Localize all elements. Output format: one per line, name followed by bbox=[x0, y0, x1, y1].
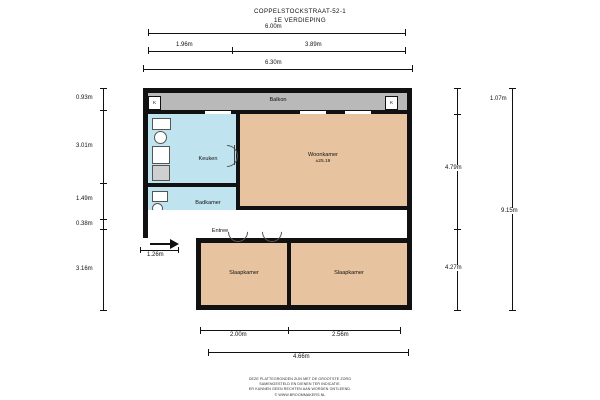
dim-tick bbox=[232, 47, 233, 54]
dim-tick bbox=[412, 65, 413, 72]
dim-label-right-4-79: 4.79m bbox=[445, 165, 462, 171]
fixture-bathtub bbox=[152, 191, 168, 202]
room-label-entree: Entree bbox=[211, 228, 229, 234]
dim-label-top-3-89: 3.89m bbox=[305, 42, 322, 48]
dim-tick bbox=[148, 29, 149, 36]
dim-tick bbox=[405, 47, 406, 54]
room-label-slaapkamer-right: Slaapkamer bbox=[334, 270, 364, 276]
door-swing-keuken bbox=[216, 145, 236, 165]
footer-line-3: ER KUNNEN GEEN RECHTEN AAN WORDEN ONTLEEND. bbox=[248, 387, 352, 392]
dim-line-right-outer bbox=[512, 88, 513, 310]
dim-line-right-inner bbox=[457, 88, 458, 310]
dim-label-left-3-01: 3.01m bbox=[76, 143, 93, 149]
dim-label-left-0-38: 0.38m bbox=[76, 221, 93, 227]
footer-line-4: © WWW.BROOMMAKERS.NL bbox=[274, 392, 326, 397]
fixture-sink bbox=[154, 131, 167, 144]
dim-label-right-1-07: 1.07m bbox=[490, 96, 507, 102]
dim-tick bbox=[200, 327, 201, 334]
dim-label-bottom-4-66: 4.66m bbox=[293, 354, 310, 360]
dim-label-right-9-15: 9.15m bbox=[501, 208, 518, 214]
dim-tick bbox=[454, 310, 461, 311]
room-area-woonkamer: ±25.19 bbox=[315, 158, 331, 164]
dim-tick bbox=[100, 88, 107, 89]
dim-line-top-1 bbox=[148, 33, 405, 34]
dim-tick bbox=[400, 327, 401, 334]
dim-tick bbox=[208, 349, 209, 356]
dim-tick bbox=[143, 65, 144, 72]
dim-label-left-1-49: 1.49m bbox=[76, 196, 93, 202]
room-label-keuken: Keuken bbox=[198, 156, 218, 162]
dim-label-bottom-2-56: 2.56m bbox=[332, 332, 349, 338]
dim-line-left bbox=[103, 88, 104, 310]
fixture-stove bbox=[152, 146, 170, 164]
wall-right bbox=[407, 88, 412, 310]
door-swing-slaapkamer-left bbox=[228, 222, 246, 240]
dim-tick bbox=[100, 110, 107, 111]
dim-label-right-4-27: 4.27m bbox=[445, 265, 462, 271]
footer-line-2: SAMENGESTELD EN DIENEN TER INDICATIE. bbox=[259, 382, 341, 387]
room-label-balkon: Balkon bbox=[269, 97, 287, 103]
dim-tick bbox=[454, 88, 461, 89]
entry-arrow-icon bbox=[170, 239, 179, 249]
dim-tick bbox=[140, 247, 141, 253]
door-leaf-keuken bbox=[234, 145, 235, 165]
dim-label-top-1-96: 1.96m bbox=[176, 42, 193, 48]
fixture-counter bbox=[152, 118, 171, 130]
dim-tick bbox=[454, 114, 461, 115]
footer-line-1: DEZE PLATTEGRONDEN ZIJN MET DE GROOTSTE ZORG bbox=[248, 377, 352, 381]
dim-tick bbox=[454, 229, 461, 230]
closet-k-top-left: K bbox=[148, 96, 161, 110]
dim-label-left-1-26: 1.26m bbox=[147, 252, 164, 258]
dim-tick bbox=[100, 229, 107, 230]
dim-tick bbox=[509, 310, 516, 311]
dim-tick bbox=[288, 327, 289, 334]
dim-label-top-6-30: 6.30m bbox=[265, 60, 282, 66]
dim-tick bbox=[100, 310, 107, 311]
closet-k-top-right: K bbox=[385, 96, 398, 110]
dim-line-bottom-1 bbox=[200, 330, 400, 331]
page-subtitle: 1E VERDIEPING bbox=[273, 17, 326, 24]
dim-line-top-3 bbox=[143, 69, 412, 70]
dim-tick bbox=[100, 219, 107, 220]
room-label-woonkamer-text: Woonkamer bbox=[307, 152, 339, 158]
dim-line-left-small bbox=[140, 250, 178, 251]
dim-tick bbox=[509, 88, 516, 89]
room-label-woonkamer bbox=[273, 152, 373, 165]
fixture-appliance bbox=[152, 165, 170, 181]
entry-arrow-tail bbox=[150, 243, 172, 245]
footer-disclaimer bbox=[0, 377, 600, 398]
dim-line-bottom-2 bbox=[208, 352, 408, 353]
dim-line-top-2 bbox=[148, 51, 405, 52]
room-label-slaapkamer-left: Slaapkamer bbox=[229, 270, 259, 276]
dim-tick bbox=[100, 183, 107, 184]
dim-label-left-3-16: 3.16m bbox=[76, 266, 93, 272]
dim-label-left-0-93: 0.93m bbox=[76, 95, 93, 101]
dim-tick bbox=[408, 349, 409, 356]
room-label-badkamer: Badkamer bbox=[195, 200, 221, 206]
wall-bottom bbox=[196, 305, 412, 310]
dim-tick bbox=[405, 29, 406, 36]
door-swing-slaapkamer-right bbox=[262, 222, 280, 240]
dim-label-bottom-2-00: 2.00m bbox=[230, 332, 247, 338]
page-title: COPPELSTOCKSTRAAT-52-1 bbox=[253, 8, 347, 15]
dim-label-top-6-00: 6.00m bbox=[265, 24, 282, 30]
dim-tick bbox=[148, 47, 149, 54]
